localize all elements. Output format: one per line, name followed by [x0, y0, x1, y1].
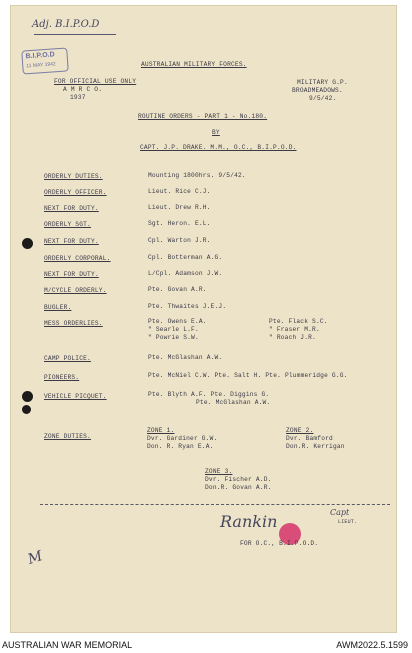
duty-value: Cpl. Botterman A.G.	[148, 254, 223, 261]
author-line: CAPT. J.P. DRAKE. M.M., O.C., B.I.P.O.D.	[140, 144, 297, 151]
zone-1-title: ZONE 1.	[147, 427, 175, 434]
zone-1-line-2: Don. R. Ryan E.A.	[147, 443, 214, 450]
stamp-date: 11 MAY 1942	[26, 61, 56, 70]
amrco-line: A M R C O.	[63, 86, 103, 93]
mess-left-1: Pte. Owens E.A.	[148, 318, 207, 325]
location-line-2: BROADMEADOWS.	[292, 87, 343, 94]
mess-left-3: " Powrie S.W.	[148, 334, 199, 341]
mess-right-1: Pte. Flack S.C.	[269, 318, 328, 325]
binder-hole	[22, 391, 33, 402]
zone-duties-label: ZONE DUTIES.	[44, 433, 91, 440]
mess-right-2: " Fraser M.R.	[269, 326, 320, 333]
received-stamp	[21, 47, 69, 74]
vehicle-picquet-line-2: Pte. McGlashan A.W.	[196, 399, 271, 406]
zone-2-title: ZONE 2.	[286, 427, 314, 434]
order-title: ROUTINE ORDERS - PART 1 - No.180.	[138, 113, 268, 120]
duty-label: NEXT FOR DUTY.	[44, 205, 99, 212]
binder-hole	[22, 405, 31, 414]
duty-label: NEXT FOR DUTY.	[44, 271, 99, 278]
signature-rank: Capt	[330, 508, 350, 517]
date-line: 9/5/42.	[309, 95, 337, 102]
duty-value: Lieut. Rice C.J.	[148, 188, 211, 195]
vehicle-picquet-label: VEHICLE PICQUET.	[44, 393, 107, 400]
duty-label: NEXT FOR DUTY.	[44, 238, 99, 245]
duty-value: Pte. Thwaites J.E.J.	[148, 303, 227, 310]
signature: Rankin	[220, 512, 278, 531]
mess-left-2: " Searle L.F.	[148, 326, 199, 333]
footer-credit: AUSTRALIAN WAR MEMORIAL	[2, 640, 133, 650]
duty-label: ORDERLY DUTIES.	[44, 173, 103, 180]
stamp-label: B.I.P.O.D	[25, 51, 55, 61]
mess-right-3: " Roach J.R.	[269, 334, 316, 341]
pioneers-label: PIONEERS.	[44, 374, 80, 381]
binder-hole	[22, 238, 33, 249]
signature-suffix: LIEUT.	[338, 519, 358, 525]
zone-2-line-2: Don.R. Kerrigan	[286, 443, 345, 450]
document-page	[10, 5, 397, 633]
zone-2-line-1: Dvr. Bamford	[286, 435, 333, 442]
zone-1-line-1: Dvr. Gardiner G.W.	[147, 435, 218, 442]
signature-block: FOR O.C., B.I.P.O.D.	[240, 540, 319, 547]
location-line-1: MILITARY G.P.	[297, 79, 348, 86]
duty-label: ORDERLY CORPORAL.	[44, 255, 111, 262]
zone-3-title: ZONE 3.	[205, 468, 233, 475]
footer-accession: AWM2022.5.1599	[336, 640, 408, 650]
vehicle-picquet-line-1: Pte. Blyth A.F. Pte. Diggins G.	[148, 391, 270, 398]
underline-stroke	[34, 34, 116, 35]
duty-label: BUGLER.	[44, 304, 72, 311]
year-line: 1937	[70, 94, 86, 101]
duty-value: L/Cpl. Adamson J.W.	[148, 270, 223, 277]
zone-3-line-2: Don.R. Govan A.R.	[205, 484, 272, 491]
duty-label: M/CYCLE ORDERLY.	[44, 287, 107, 294]
duty-value: Pte. Govan A.R.	[148, 286, 207, 293]
duty-value: Lieut. Drew R.H.	[148, 204, 211, 211]
duty-value: Cpl. Warton J.R.	[148, 237, 211, 244]
camp-police-label: CAMP POLICE.	[44, 355, 91, 362]
pioneers-value: Pte. McNiel C.W. Pte. Salt H. Pte. Plummeridge G.G.	[148, 372, 348, 379]
margin-scrawl: M	[25, 548, 45, 568]
duty-value: Sgt. Heron. E.L.	[148, 220, 211, 227]
camp-police-value: Pte. McGlashan A.W.	[148, 354, 223, 361]
duty-label: ORDERLY SGT.	[44, 221, 91, 228]
footer-bar	[0, 637, 412, 653]
handwritten-note: Adj. B.I.P.O.D	[32, 19, 100, 30]
organisation-heading: AUSTRALIAN MILITARY FORCES.	[141, 61, 247, 68]
duty-value: Mounting 1800hrs. 9/5/42.	[148, 172, 246, 179]
duty-label: ORDERLY OFFICER.	[44, 189, 107, 196]
by-line: BY	[212, 129, 220, 136]
zone-3-line-1: Dvr. Fischer A.D.	[205, 476, 272, 483]
official-use-banner: FOR OFFICIAL USE ONLY	[54, 78, 137, 85]
mess-label: MESS ORDERLIES.	[44, 320, 103, 327]
divider-rule	[40, 504, 390, 505]
